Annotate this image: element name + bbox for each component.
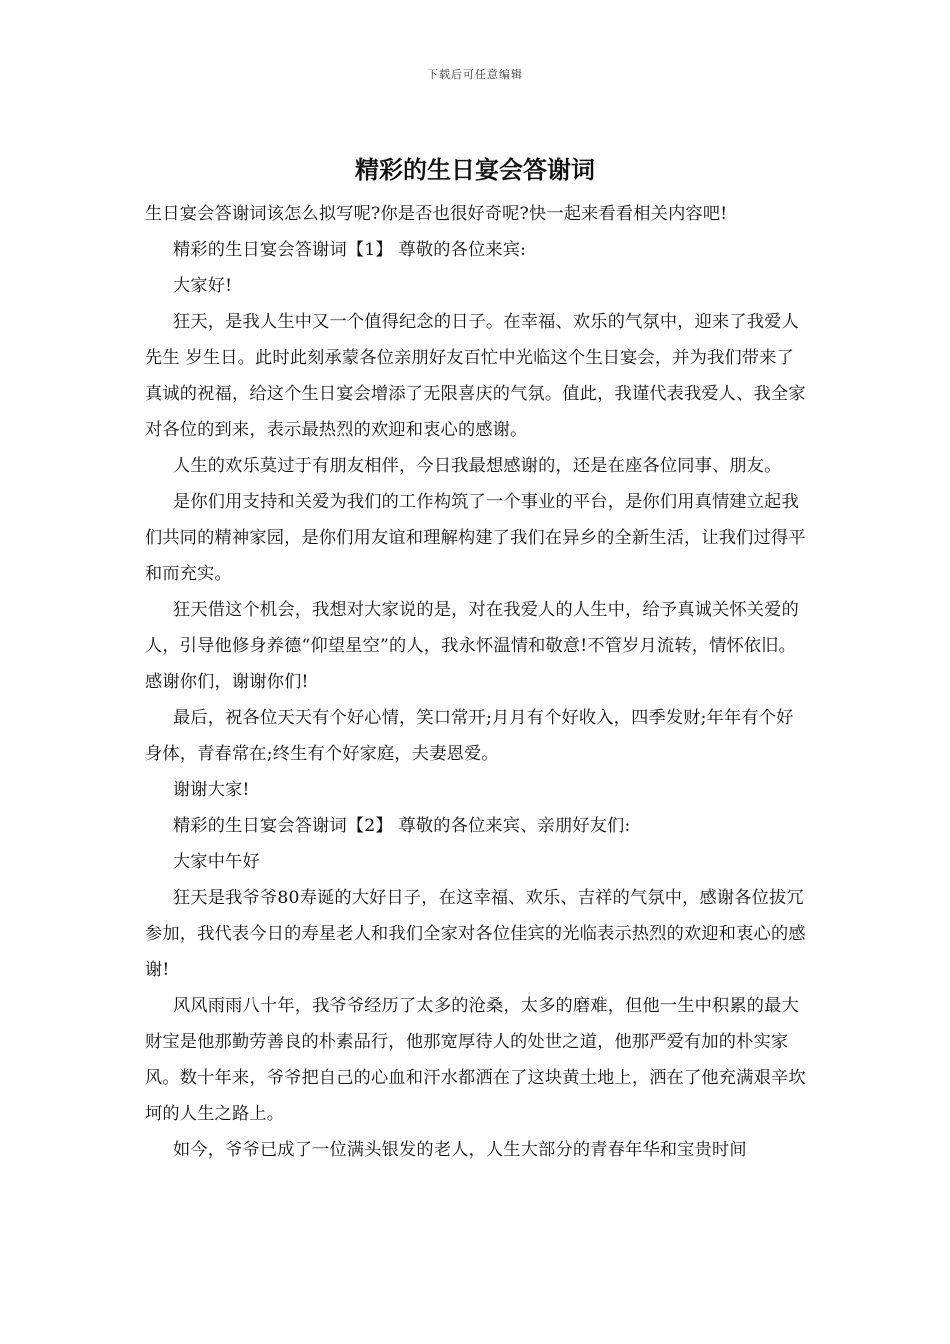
paragraph: 狂天，是我人生中又一个值得纪念的日子。在幸福、欢乐的气氛中，迎来了我爱人 先生 岁生日。此时此刻承蒙各位亲朋好友百忙中光临这个生日宴会，并为我们带来了真诚的祝福，给这个生日宴会增添了无限喜庆的气氛。值此，我谨代表我爱人、我全家对各位的到来，表示最热烈的欢迎和衷心的感谢。	[145, 312, 806, 440]
paragraph: 是你们用支持和关爱为我们的工作构筑了一个事业的平台，是你们用真情建立起我们共同的精神家园，是你们用友谊和理解构建了我们在异乡的全新生活，让我们过得平和而充实。	[145, 492, 806, 584]
page-title: 精彩的生日宴会答谢词	[355, 155, 595, 184]
paragraph: 如今，爷爷已成了一位满头银发的老人，人生大部分的青春年华和宝贵时间	[173, 1140, 747, 1160]
closing: 谢谢大家!	[173, 780, 250, 800]
intro-paragraph: 生日宴会答谢词该怎么拟写呢?你是否也很好奇呢?快一起来看看相关内容吧!	[145, 204, 728, 224]
document-body	[145, 196, 810, 1168]
paragraph: 人生的欢乐莫过于有朋友相伴，今日我最想感谢的，还是在座各位同事、朋友。	[173, 456, 782, 476]
greeting: 大家好!	[173, 276, 233, 296]
header-note: 下载后可任意编辑	[427, 68, 523, 81]
section-2-heading: 精彩的生日宴会答谢词【2】 尊敬的各位来宾、亲朋好友们:	[173, 816, 631, 836]
paragraph: 狂天借这个机会，我想对大家说的是，对在我爱人的人生中，给予真诚关怀关爱的人，引导他修身养德“仰望星空”的人，我永怀温情和敬意!不管岁月流转，情怀依旧。感谢你们，谢谢你们!	[145, 600, 799, 692]
paragraph: 风风雨雨八十年，我爷爷经历了太多的沧桑，太多的磨难，但他一生中积累的最大财宝是他那勤劳善良的朴素品行，他那宽厚待人的处世之道，他那严爱有加的朴实家风。数十年来，爷爷把自己的心血和汗水都洒在了这块黄土地上，洒在了他充满艰辛坎坷的人生之路上。	[145, 996, 806, 1124]
paragraph: 最后，祝各位天天有个好心情，笑口常开;月月有个好收入，四季发财;年年有个好身体，青春常在;终生有个好家庭，夫妻恩爱。	[145, 708, 794, 764]
section-1-heading: 精彩的生日宴会答谢词【1】 尊敬的各位来宾:	[173, 240, 527, 260]
greeting: 大家中午好	[173, 852, 260, 872]
paragraph: 狂天是我爷爷80寿诞的大好日子，在这幸福、欢乐、吉祥的气氛中，感谢各位拔冗参加，我代表今日的寿星老人和我们全家对各位佳宾的光临表示热烈的欢迎和衷心的感谢!	[145, 888, 806, 980]
